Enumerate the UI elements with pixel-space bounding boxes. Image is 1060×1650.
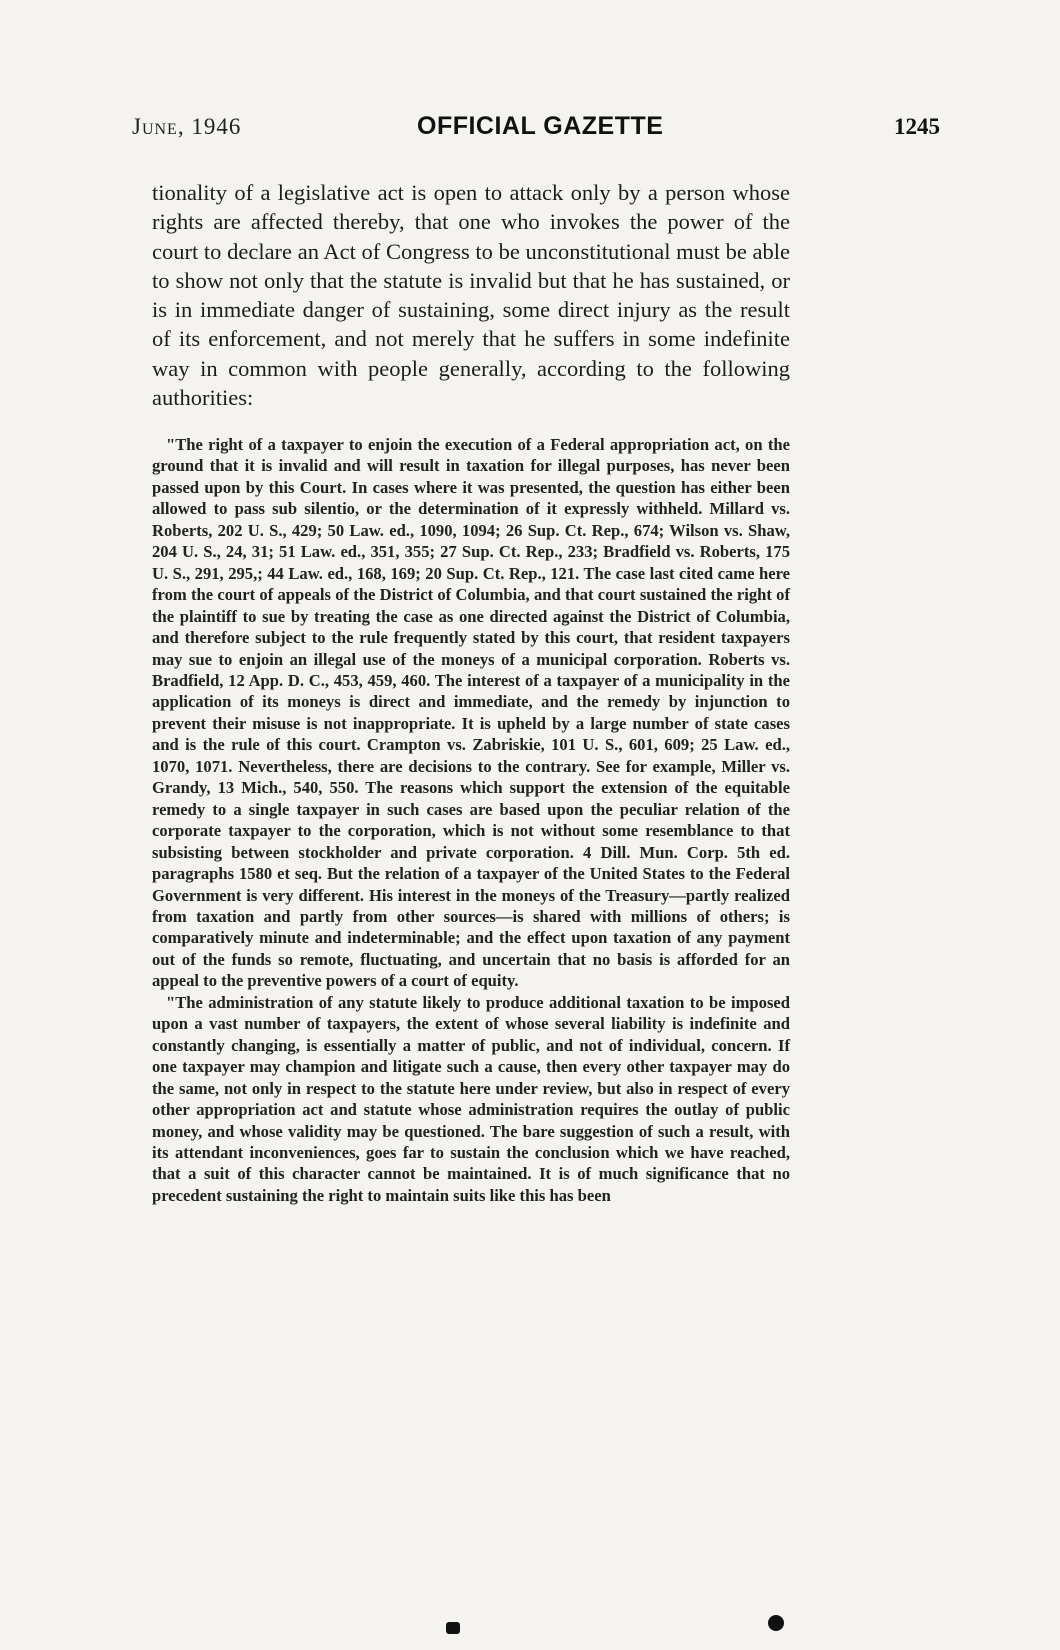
header-date: June, 1946 <box>132 114 242 139</box>
page-header <box>132 112 940 148</box>
quoted-authorities <box>152 434 790 1206</box>
ink-mark-right <box>768 1615 784 1631</box>
header-title: OFFICIAL GAZETTE <box>417 112 664 140</box>
header-page-number: 1245 <box>894 114 940 139</box>
ink-mark-left <box>446 1622 460 1634</box>
quote-paragraph-1: "The right of a taxpayer to enjoin the execution of a Federal appropriation act, on the ground that it is invalid and will result in taxation for illegal purposes, has never been passed upon by this Court. In cases where it was presented, the question has either been allowed to pass sub silentio, or the determination of it expressly withheld. Millard vs. Roberts, 202 U. S., 429; 50 Law. ed., 1090, 1094; 26 Sup. Ct. Rep., 674; Wilson vs. Shaw, 204 U. S., 24, 31; 51 Law. ed., 351, 355; 27 Sup. Ct. Rep., 233; Bradfield vs. Roberts, 175 U. S., 291, 295,; 44 Law. ed., 168, 169; 20 Sup. Ct. Rep., 121. The case last cited came here from the court of appeals of the District of Columbia, and that court sustained the right of the plaintiff to sue by treating the case as one directed against the District of Columbia, and therefore subject to the rule frequently stated by this court, that resident taxpayers may sue to enjoin an illegal use of the moneys of a municipal corporation. Roberts vs. Bradfield, 12 App. D. C., 453, 459, 460. The interest of a taxpayer of a municipality in the application of its moneys is direct and immediate, and the remedy by injunction to prevent their misuse is not inappropriate. It is upheld by a large number of state cases and is the rule of this court. Crampton vs. Zabriskie, 101 U. S., 601, 609; 25 Law. ed., 1070, 1071. Nevertheless, there are decisions to the contrary. See for example, Miller vs. Grandy, 13 Mich., 540, 550. The reasons which support the extension of the equitable remedy to a single taxpayer in such cases are based upon the peculiar relation of the corporate taxpayer to the corporation, which is not without some resemblance to that subsisting between stockholder and private corporation. 4 Dill. Mun. Corp. 5th ed. paragraphs 1580 et seq. But the relation of a taxpayer of the United States to the Federal Government is very different. His interest in the moneys of the Treasury—partly realized from taxation and partly from other sources—is shared with millions of others; is comparatively minute and indeterminable; and the effect upon taxation of any payment out of the funds so remote, fluctuating, and uncertain that no basis is afforded for an appeal to the preventive powers of a court of equity. <box>152 435 790 991</box>
body-paragraph: tionality of a legislative act is open to attack only by a person whose rights are affected thereby, that one who invokes the power of the court to declare an Act of Congress to be unconstitutional must be able to show not only that the statute is invalid but that he has sustained, or is in immediate danger of sustaining, some direct injury as the result of its enforcement, and not merely that he suffers in some indefinite way in common with people generally, according to the following authorities: <box>152 180 790 411</box>
quote-paragraph-2: "The administration of any statute likely to produce additional taxation to be imposed upon a vast number of taxpayers, the extent of whose several liability is indefinite and constantly changing, is essentially a matter of public, and not of individual, concern. If one taxpayer may champion and litigate such a cause, then every other taxpayer may do the same, not only in respect to the statute here under review, but also in respect of every other appropriation act and statute whose administration requires the outlay of public money, and whose validity may be questioned. The bare suggestion of such a result, with its attendant inconveniences, goes far to sustain the conclusion which we have reached, that a suit of this character cannot be maintained. It is of much significance that no precedent sustaining the right to maintain suits like this has been <box>152 992 790 1205</box>
